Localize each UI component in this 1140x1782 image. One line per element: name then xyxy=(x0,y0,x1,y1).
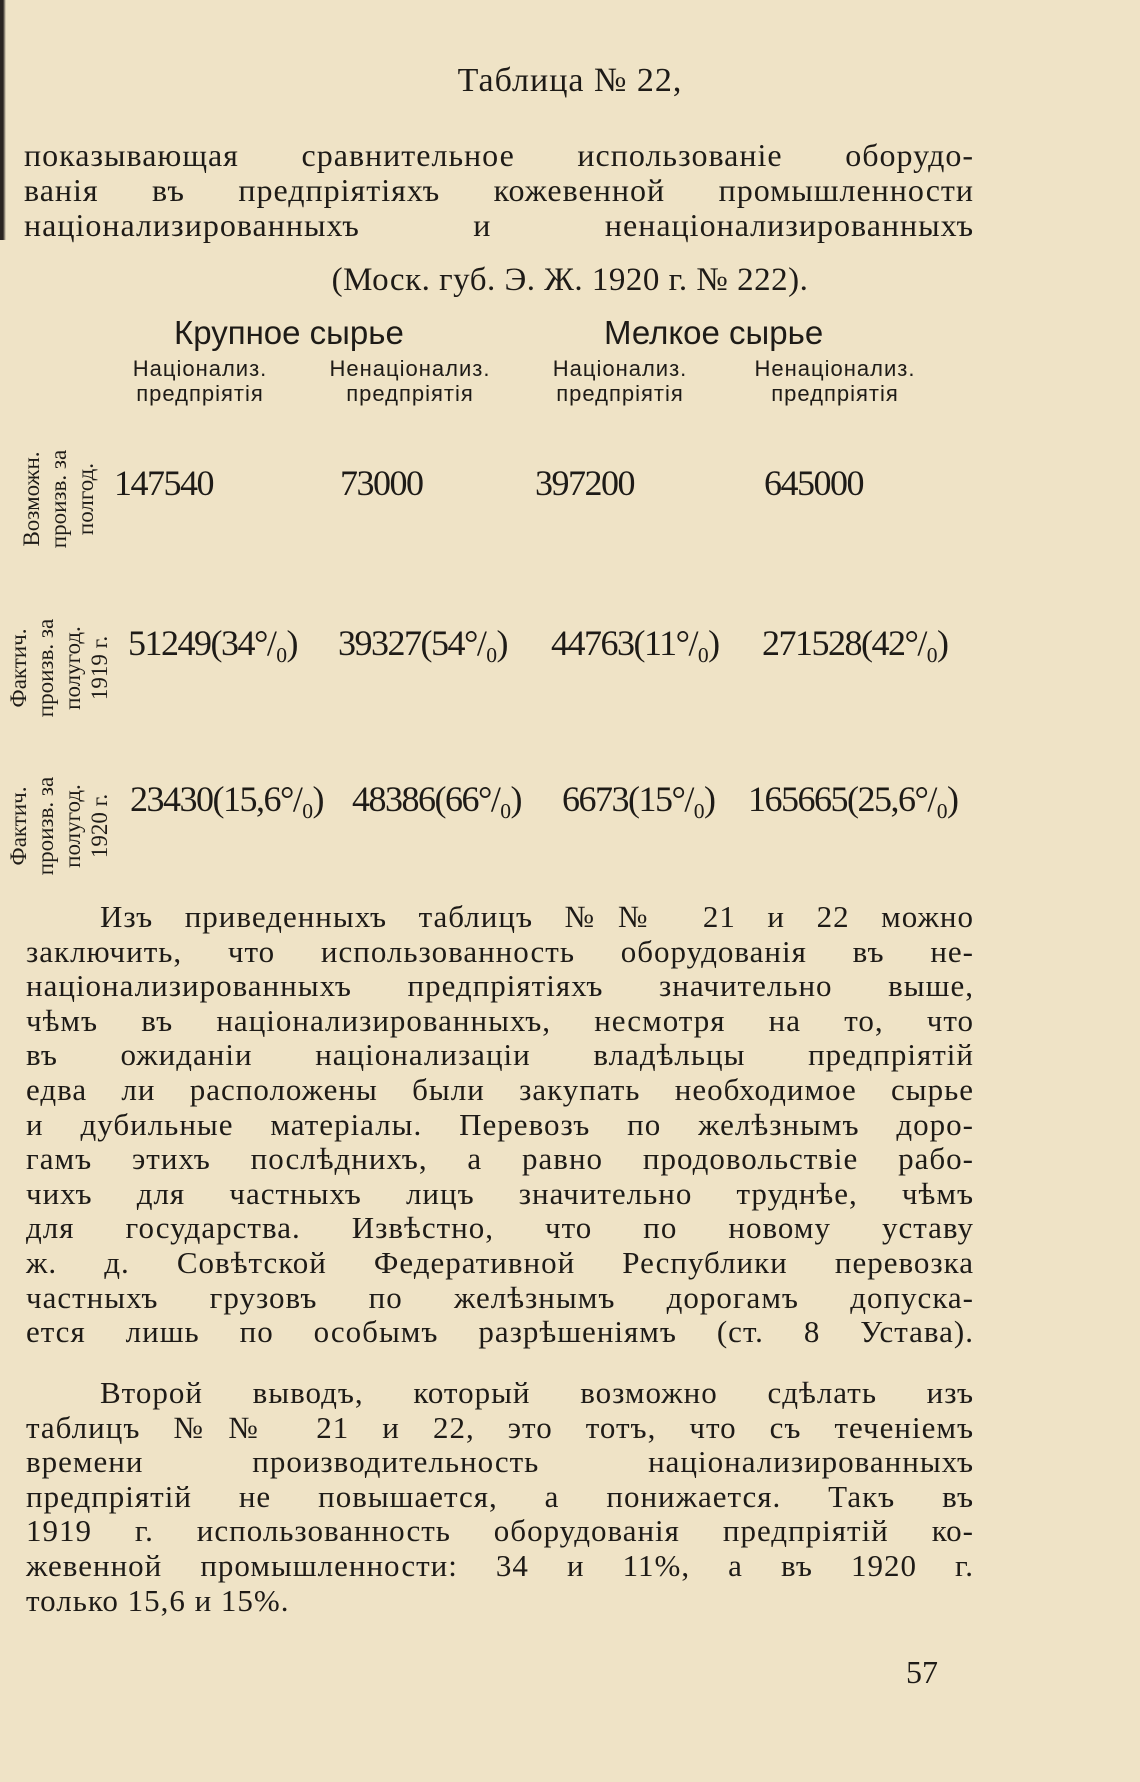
paragraph-1 xyxy=(26,900,974,1350)
table-subtitle xyxy=(24,138,974,243)
column-header: Ненацiонализ. предпрiятiя xyxy=(754,356,916,406)
text-line: заключить, что использованность оборудованiя въ не- xyxy=(26,933,974,969)
text-line: нацiонализированныхъ предпрiятiяхъ значительно выше, xyxy=(26,968,974,1004)
text-line: таблицъ №№ 21 и 22, это тотъ, что съ теченiемъ xyxy=(26,1409,974,1445)
subtitle-line: показывающая сравнительное использованiе оборудо- xyxy=(24,137,974,173)
table-cell: 44763(11°/₀) xyxy=(551,623,719,663)
text-line: времени производительность нацiонализированныхъ xyxy=(26,1444,974,1480)
table-cell: 73000 xyxy=(340,463,423,503)
text-line: и дубильные матерiалы. Перевозъ по желѣзнымъ доро- xyxy=(26,1106,974,1142)
text-line: для государства. Извѣстно, что по новому уставу xyxy=(26,1210,974,1246)
row-label-possible: Возможн. произв. за полгод. xyxy=(19,449,98,549)
column-header: Ненацiонализ. предпрiятiя xyxy=(329,356,491,406)
column-header: Нацiонализ. предпрiятiя xyxy=(132,356,268,406)
subtitle-line: нацiонализированныхъ и ненацiонализированныхъ xyxy=(24,207,974,243)
text-line: ется лишь по особымъ разрѣшенiямъ (ст. 8 Устава). xyxy=(26,1314,974,1350)
text-line: въ ожиданiи нацiонализацiи владѣльцы предпрiятiй xyxy=(26,1037,974,1073)
column-header: Нацiонализ. предпрiятiя xyxy=(552,356,688,406)
text-line: Второй выводъ, который возможно сдѣлать изъ xyxy=(100,1375,974,1410)
text-line: ж. д. Совѣтской Федеративной Республики перевозка xyxy=(26,1244,974,1280)
subtitle-line: ванiя въ предпрiятiяхъ кожевенной промышленности xyxy=(24,172,974,208)
table-cell: 6673(15°/₀) xyxy=(562,779,715,819)
text-line: только 15,6 и 15%. xyxy=(26,1582,290,1618)
group-header-small-raw: Мелкое сырье xyxy=(604,314,824,351)
row-label-actual-1920: Фактич. произв. за полугод. 1920 г. xyxy=(6,776,112,876)
page-spine-edge xyxy=(0,0,9,240)
text-line: частныхъ грузовъ по желѣзнымъ дорогамъ допуска- xyxy=(26,1279,974,1315)
table-cell: 23430(15,6°/₀) xyxy=(130,779,323,819)
table-cell: 147540 xyxy=(114,463,213,503)
paragraph-2 xyxy=(26,1376,974,1618)
table-cell: 397200 xyxy=(535,463,634,503)
table-source: (Моск. губ. Э. Ж. 1920 г. № 222). xyxy=(331,262,809,298)
table-cell: 39327(54°/₀) xyxy=(338,623,507,663)
page-number: 57 xyxy=(906,1654,938,1690)
table-cell: 271528(42°/₀) xyxy=(762,623,948,663)
table-cell: 48386(66°/₀) xyxy=(352,779,521,819)
group-header-large-raw: Крупное сырье xyxy=(174,314,404,351)
text-line: жевенной промышленности: 34 и 11%, а въ 1920 г. xyxy=(26,1547,974,1583)
text-line: Изъ приведенныхъ таблицъ №№ 21 и 22 можно xyxy=(100,899,974,934)
table-title: Таблица № 22, xyxy=(457,62,683,99)
table-cell: 165665(25,6°/₀) xyxy=(748,779,958,819)
table-cell: 645000 xyxy=(764,463,863,503)
text-line: гамъ этихъ послѣднихъ, а равно продовольствiе рабо- xyxy=(26,1141,974,1177)
text-line: предпрiятiй не повышается, а понижается. Такъ въ xyxy=(26,1478,974,1514)
text-line: чихъ для частныхъ лицъ значительно труднѣе, чѣмъ xyxy=(26,1175,974,1211)
text-line: 1919 г. использованность оборудованiя предпрiятiй ко- xyxy=(26,1513,974,1549)
text-line: едва ли расположены были закупать необходимое сырье xyxy=(26,1071,974,1107)
row-label-actual-1919: Фактич. произв. за полугод. 1919 г. xyxy=(6,618,112,718)
table-cell: 51249(34°/₀) xyxy=(128,623,297,663)
text-line: чѣмъ въ нацiонализированныхъ, несмотря на то, что xyxy=(26,1002,974,1038)
